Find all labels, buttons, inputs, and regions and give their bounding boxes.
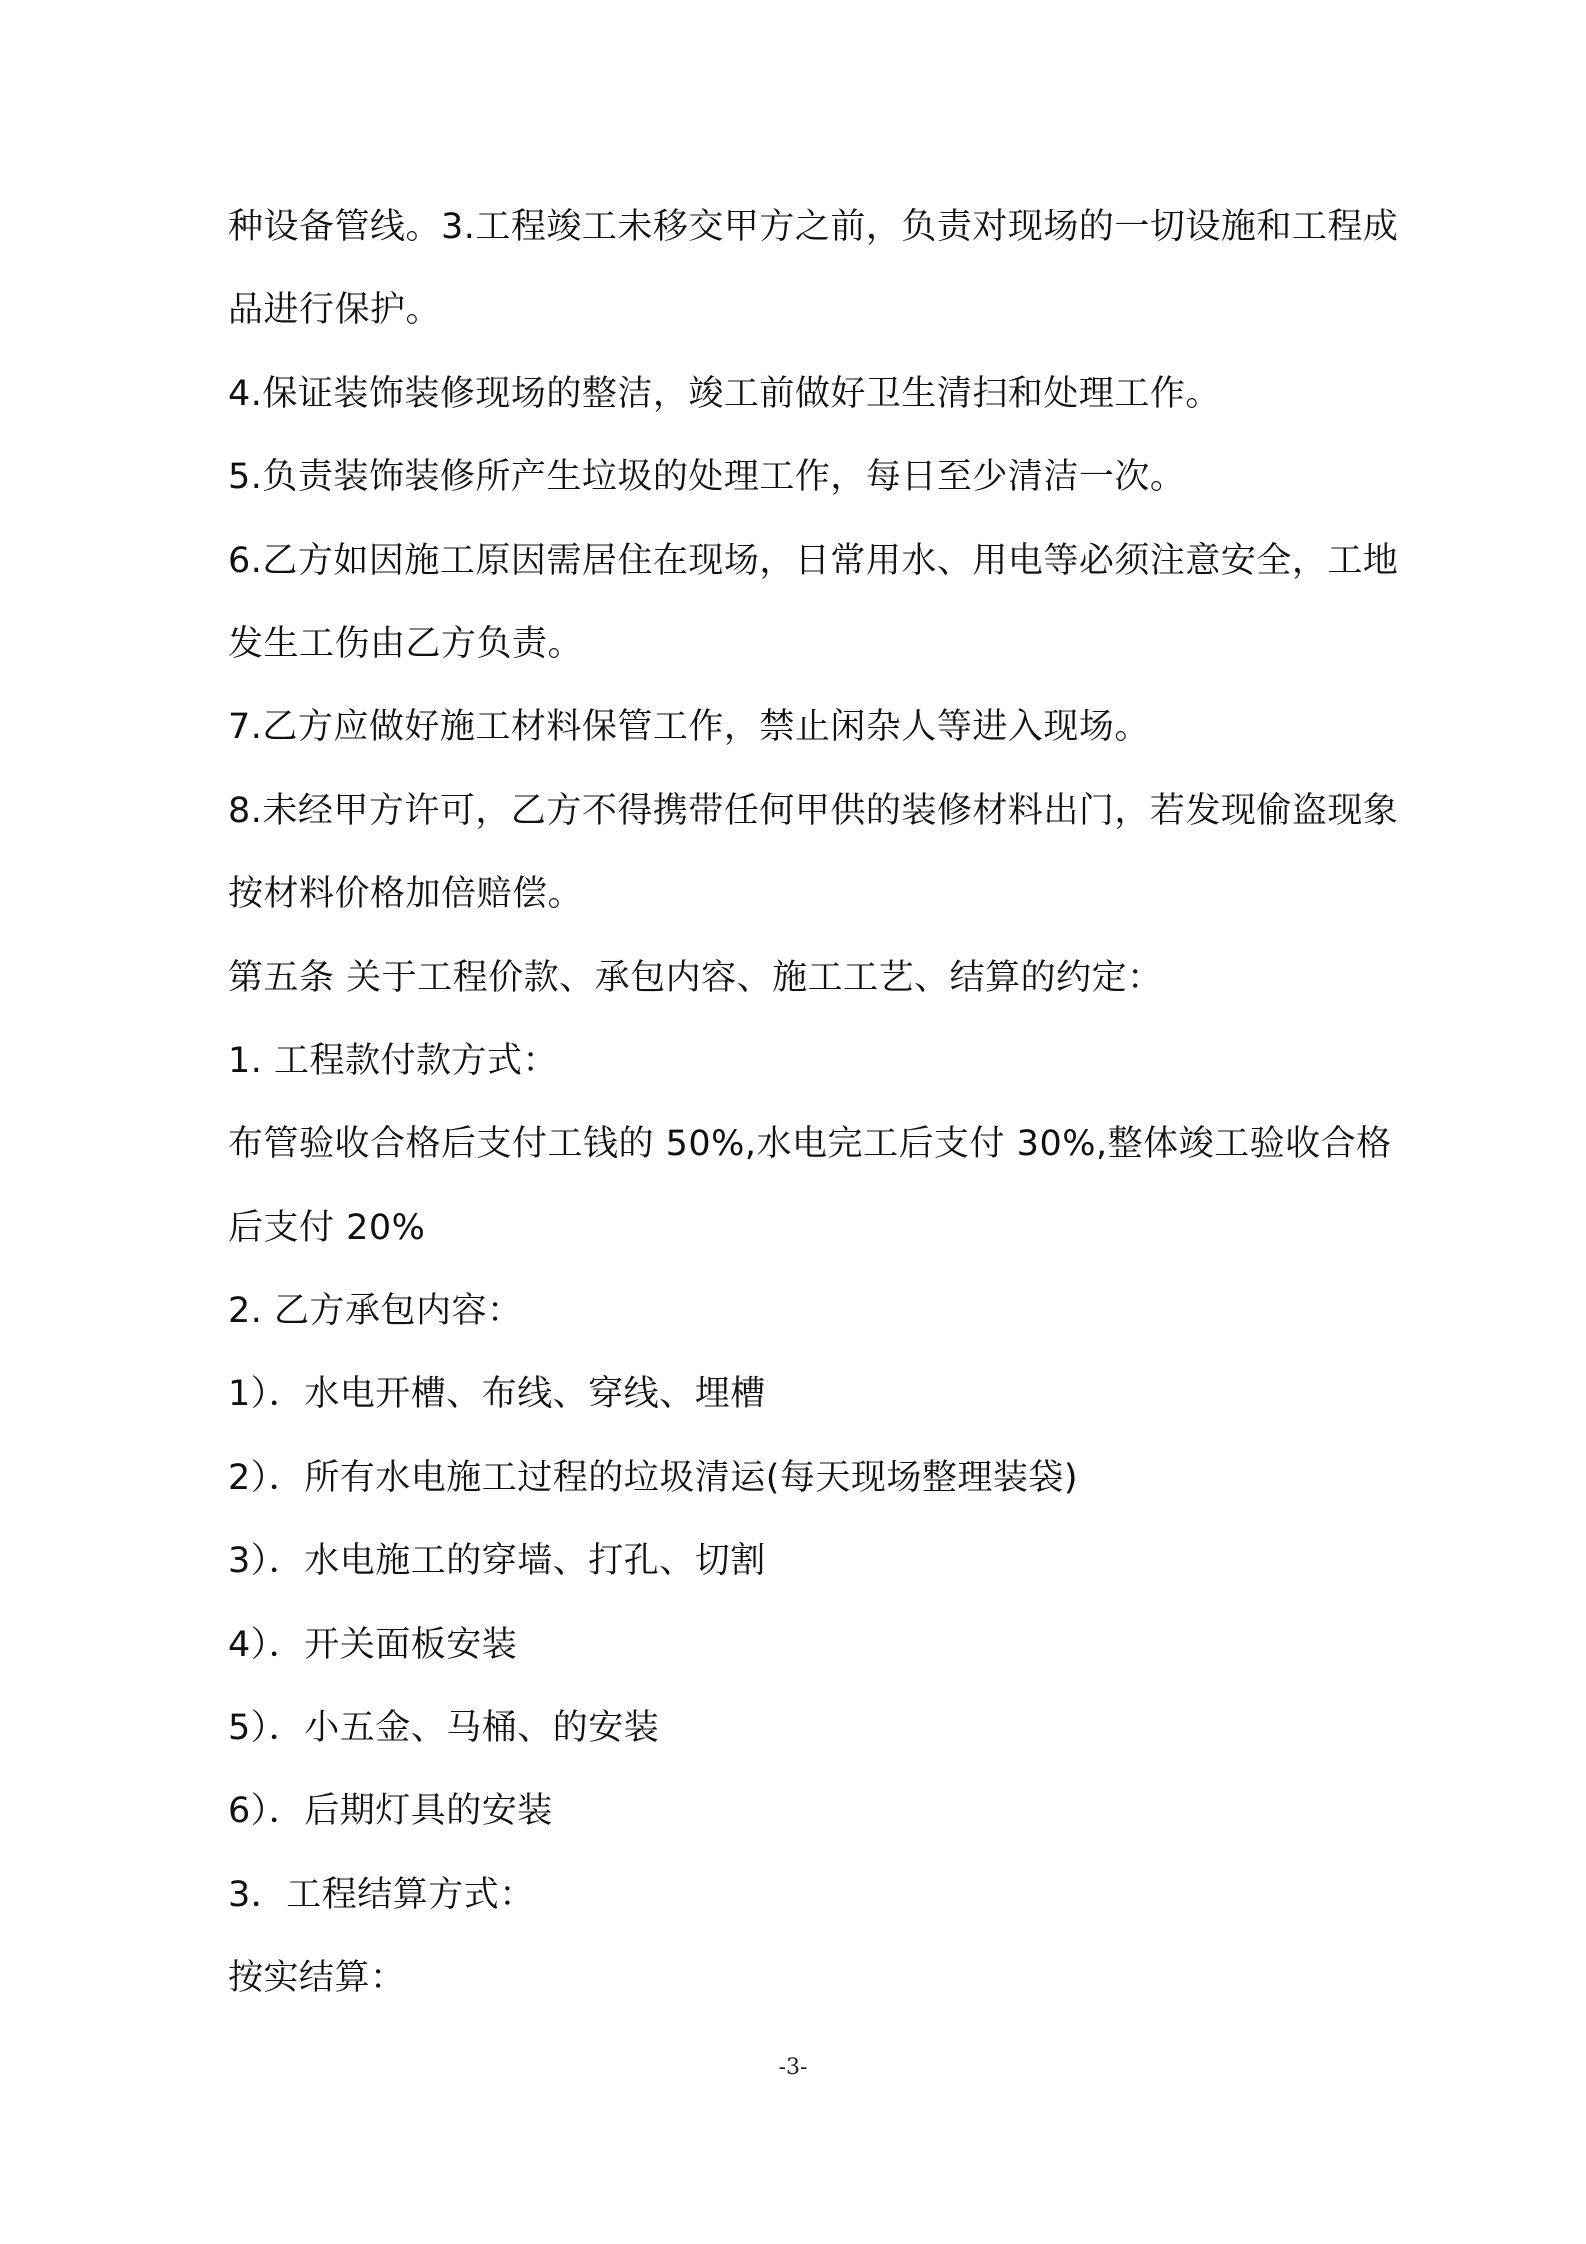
section-heading: 第五条 关于工程价款、承包内容、施工工艺、结算的约定： (228, 957, 1163, 998)
text-line: 2. 乙方承包内容： (228, 1291, 523, 1332)
text-line: 按材料价格加倍赔偿。 (228, 874, 584, 915)
text-line: 4.保证装饰装修现场的整洁，竣工前做好卫生清扫和处理工作。 (228, 373, 1221, 414)
text-line: 3．工程结算方式： (228, 1874, 535, 1915)
text-line: 5.负责装饰装修所产生垃圾的处理工作，每日至少清洁一次。 (228, 457, 1186, 498)
list-item: 4）．开关面板安装 (228, 1624, 518, 1665)
list-item: 1）．水电开槽、布线、穿线、埋槽 (228, 1374, 766, 1415)
list-item: 5）．小五金、马桶、的安装 (228, 1708, 660, 1749)
list-item: 6）．后期灯具的安装 (228, 1791, 553, 1832)
text-line: 后支付 20% (228, 1207, 426, 1248)
text-line: 1. 工程款付款方式： (228, 1040, 559, 1081)
text-line: 布管验收合格后支付工钱的 50%,水电完工后支付 30%,整体竣工验收合格 (228, 1124, 1392, 1165)
text-line: 品进行保护。 (228, 290, 442, 331)
page-number: -3- (778, 2055, 808, 2080)
list-item: 3）．水电施工的穿墙、打孔、切割 (228, 1541, 766, 1582)
text-line: 6.乙方如因施工原因需居住在现场，日常用水、用电等必须注意安全，工地 (228, 540, 1399, 581)
text-line: 按实结算： (228, 1958, 406, 1999)
text-line: 7.乙方应做好施工材料保管工作，禁止闲杂人等进入现场。 (228, 707, 1150, 748)
text-line: 8.未经甲方许可，乙方不得携带任何甲供的装修材料出门，若发现偷盗现象 (228, 790, 1399, 831)
list-item: 2）．所有水电施工过程的垃圾清运(每天现场整理装袋) (228, 1457, 1079, 1498)
text-line: 种设备管线。3.工程竣工未移交甲方之前，负责对现场的一切设施和工程成 (228, 207, 1399, 247)
text-line: 发生工伤由乙方负责。 (228, 623, 584, 664)
document-body (228, 186, 1448, 2021)
